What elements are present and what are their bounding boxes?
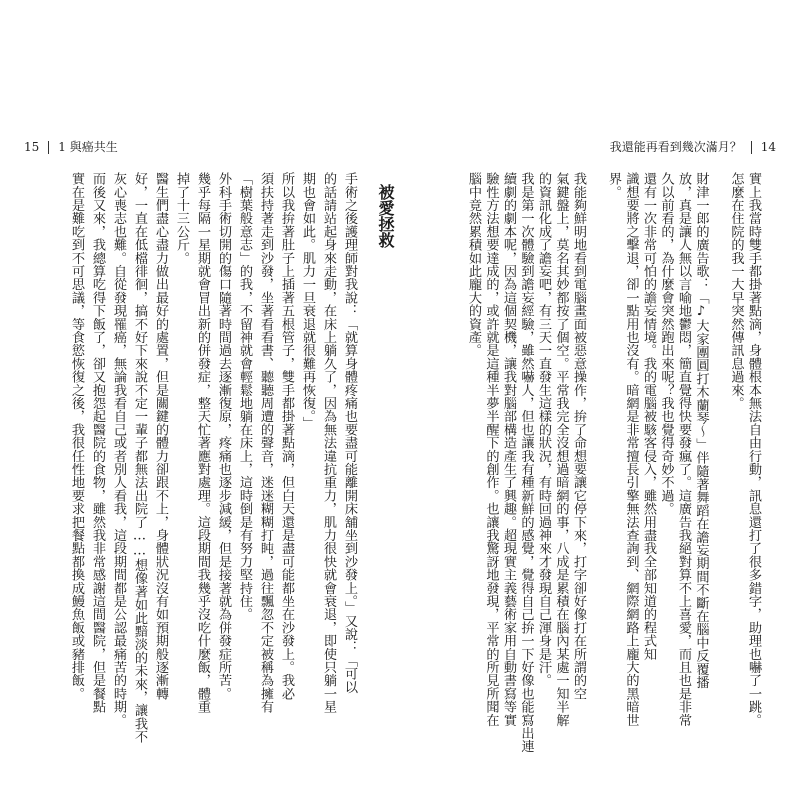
text-column: 的資訊化成了譫妄吧，有三天一直發生這樣的狀況，有時回過神來才發現自己渾身是汗。: [536, 172, 551, 687]
left-page-number: 15: [24, 140, 40, 154]
text-column: 好，一直在低檔徘徊，搞不好下來說不定一輩子都無法出院了……想像著如此黯淡的未來，讓我不: [132, 172, 147, 744]
text-column: 識想要將之擊退，卻一點用也沒有。暗網是非常擅長引擎無法查詢到、網際網路上龐大的黑暗世: [623, 172, 639, 727]
right-page-body: [460, 172, 761, 753]
text-column: [711, 172, 725, 612]
text-column: 我能夠鮮明地看到電腦畫面被惡意操作，拚了命想要讓它停下來，打字卻好像打在所謂的空: [571, 172, 586, 700]
header-divider: [48, 141, 49, 154]
text-column: 腦中竟然累積如此龐大的資產。: [466, 172, 481, 357]
text-column: 掉了十三公斤。: [174, 172, 189, 265]
chapter-title: 與癌共生: [69, 140, 118, 154]
text-column: 還有一次非常可怕的譫妄情境。我的電腦被駭客侵入，雖然用盡我全部知道的程式知: [641, 172, 656, 661]
text-column: 實上我當時雙手都掛著點滴，身體根本無法自由行動，訊息還打了很多錯字，助理也嚇了一跳。: [746, 172, 761, 727]
text-column: 我是第一次體驗到譫妄經驗，雖然嚇人，但也讓我有種新鮮的感覺，覺得自己拚一下好像也能寫出連: [518, 172, 534, 753]
chapter-number: 1: [58, 140, 66, 154]
text-column: 的話請站起身來走動，在床上躺久了，因為無法違抗重力，肌力很快就會衰退，即使只躺一星: [321, 172, 336, 714]
right-page-number: 14: [760, 140, 776, 154]
text-column: 財津一郎的廣告歌：「♪大家團圓打木蘭琴～」伴隨著舞蹈在譫妄期間不斷在腦中反覆播: [693, 172, 709, 689]
text-column: 久以前看的，為什麼會突然跑出來呢？我也覺得奇妙不過。: [658, 172, 674, 516]
text-column: 實在是難吃到不可思議，等食慾恢復之後，我很任性地要求把餐點都換成鰻魚飯或豬排飯。: [69, 172, 84, 700]
text-column: 而後又來，我總算吃得下飯了，卻又抱怨起醫院的食物，雖然我非常感謝這間醫院，但是餐點: [90, 172, 105, 714]
text-column: 所以我拚著肚子上插著五根管子，雙手都掛著點滴，但白天還是盡可能都坐在沙發上。我必: [279, 172, 294, 700]
text-column: [589, 172, 603, 612]
text-column: 「樹葉般意志」的我，不留神就會輕鬆地躺在床上，這時倒是有努力堅持住。: [237, 172, 252, 621]
text-column: 續劇的劇本呢，因為這個契機，讓我對腦部構造產生了興趣。超現實主義藝術家用自動書寫等實: [501, 172, 516, 727]
text-column: 怎麼在住院的我一大早突然傳訊息過來。: [728, 172, 744, 410]
section-title: 我還能再看到幾次滿月？: [609, 140, 742, 154]
text-column: 手術之後護理師對我說：「就算身體疼痛也要盡可能離開床舖坐到沙發上。」又說：「可以: [342, 172, 357, 694]
text-column: 驗性方法想要達成的，或許就是這種半夢半醒下的創作。也讓我驚訝地發現，平常的所見所聞在: [483, 172, 499, 727]
text-column: 灰心喪志也難。自從發現罹癌，無論我看自己或者別人看我，這段期間都是公認最痛苦的時期。: [111, 172, 126, 727]
right-page-header: [610, 140, 776, 154]
text-column: 幾乎每隔一星期就會冒出新的併發症，整天忙著應對處理。這段期間我幾乎沒吃什麼飯，體重: [195, 172, 210, 714]
left-page-header: [24, 140, 118, 154]
header-divider: [751, 141, 752, 154]
section-heading: 被愛拯救: [376, 184, 395, 248]
text-column: 外科手術切開的傷口隨著時間過去逐漸復原，疼痛也逐步減緩，但是接著就為併發症所苦。: [216, 172, 231, 700]
text-column: 醫生們盡心盡力做出最好的處置，但是關鍵的體力卻跟不上，身體狀況沒有如預期般逐漸轉: [153, 172, 168, 700]
text-column: 氣鍵盤上，莫名其妙都按了個空。平常我完全沒想過暗網的事，八成是累積在腦內某處一知半解: [553, 172, 569, 727]
text-column: 界。: [606, 172, 621, 199]
left-page-body: [52, 172, 395, 744]
text-column: 期也會如此。肌力一旦衰退就很難再恢復。」: [300, 172, 315, 430]
text-column: 須扶持著走到沙發，坐著看看書、聽聽周遭的聲音，迷迷糊糊打盹，過往飄忽不定被稱為擁有: [258, 172, 273, 714]
text-column: 放，真是讓人無以言喻地鬱悶，簡直覺得快要發瘋了。這廣告我絕對算不上喜愛，而且也是非常: [676, 172, 691, 727]
